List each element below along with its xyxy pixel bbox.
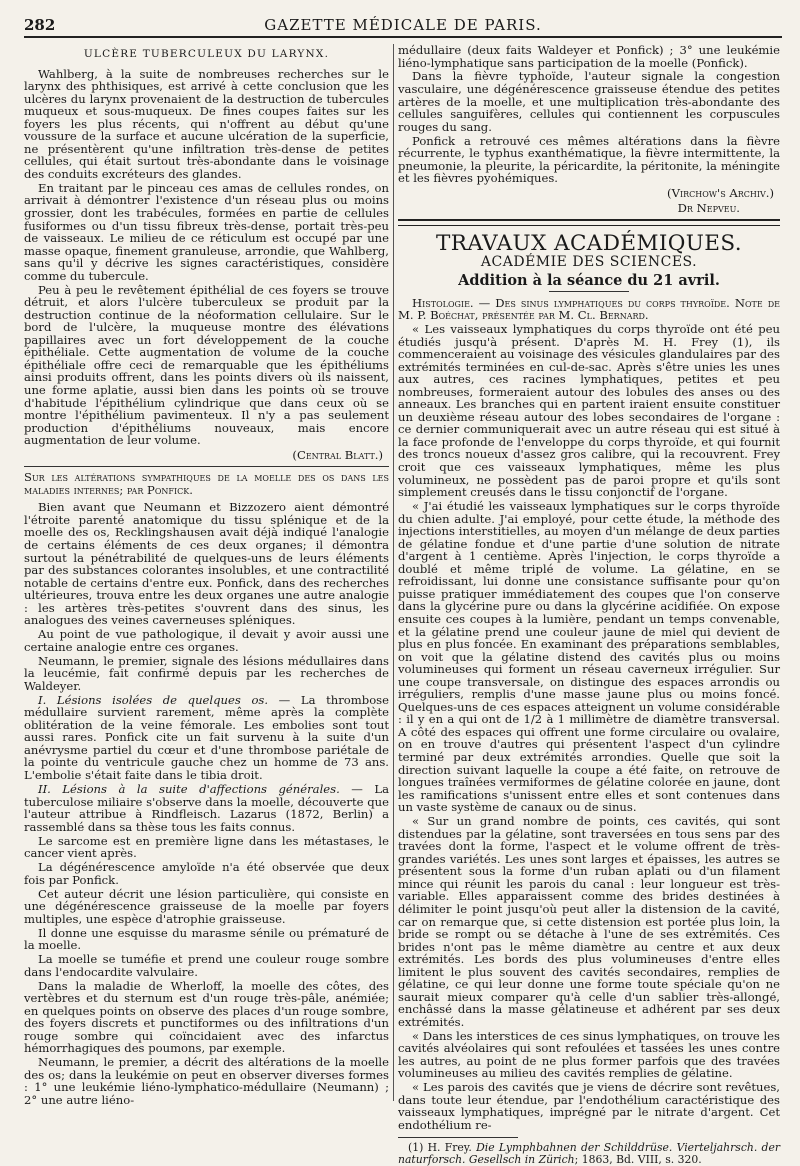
paragraph: La dégénérescence amyloïde n'a été observée que deux fois par Ponfick. bbox=[24, 860, 389, 887]
paragraph: « Les parois des cavités que je viens de décrire sont revêtues, dans toute leur étendue, par l'endothélium caractéristique des vaisseaux lymphatiques, imprégné par le nitrate d'argent. Cet endothélium re- bbox=[398, 1080, 780, 1133]
histologie-text: — Des sinus lymphatiques du corps thyroïde. Note de M. P. Boéchat, présentée par M. Cl. Bernard. bbox=[398, 295, 780, 323]
footnote-divider bbox=[398, 1137, 518, 1138]
footnote-title: Die Lymphbahnen der Schilddrüse. Vierteljahrsch. der naturforsch. Gesellsch in Zürich bbox=[398, 1140, 780, 1166]
paragraph: Wahlberg, à la suite de nombreuses recherches sur le larynx des phthisiques, est arrivé à cette conclusion que les ulcères du larynx provenaient de la destruction de tubercules muqueux et sous-muqueux. De fines coupes faites sur les foyers les plus récents, qui n'offrent au début qu'une voussure de la surface et aucune ulcération de la superficie, ne présentèrent qu'une infiltration très-dense de petites cellules, qui était surtout très-abondante dans le voisinage des conduits excréteurs des glandes. bbox=[24, 66, 389, 181]
histologie-label: Histologie. bbox=[412, 295, 474, 310]
section-title-ulcere: ULCÈRE TUBERCULEUX DU LARYNX. bbox=[83, 48, 330, 60]
author-signature: Dr Nepveu. bbox=[677, 201, 740, 216]
page-header bbox=[24, 14, 782, 38]
histologie-title bbox=[398, 297, 780, 322]
section-divider-thin bbox=[398, 225, 780, 226]
academie-heading: ACADÉMIE DES SCIENCES. bbox=[480, 254, 698, 271]
short-divider bbox=[549, 291, 629, 292]
paragraph: Dans la maladie de Wherloff, la moelle des côtes, des vertèbres et du sternum est d'un rouge très-pâle, anémiée; en quelques points on observe des places d'un rouge sombre, des foyers discrets et punctiformes ou des infiltrations d'un rouge sombre qui coïncidaient avec des infarctus hémorrhagiques des poumons, par exemple. bbox=[24, 978, 389, 1056]
running-title: GAZETTE MÉDICALE DE PARIS. bbox=[264, 16, 542, 34]
paragraph: Cet auteur décrit une lésion particulière, qui consiste en une dégénérescence graisseuse de la moelle par foyers multiples, une espèce d'atrophie graisseuse. bbox=[24, 886, 389, 926]
paragraph: En traitant par le pinceau ces amas de cellules rondes, on arrivait à démontrer l'existence d'un réseau plus ou moins grossier, dont les trabécules, formées en partie de cellules fusiformes ou d'un tissu fibreux très-dense, portait très-peu de vaisseaux. Le milieu de ce réticulum est occupé par une masse opaque, finement granuleuse, arrondie, que Wahlberg, sans qu'il y décrive les signes caractéristiques, considère comme du tubercule. bbox=[24, 180, 389, 283]
paragraph: « Sur un grand nombre de points, ces cavités, qui sont distendues par la gélatine, sont traversées en tous sens par des travées dont la forme, l'aspect et le volume offrent de très-grandes variétés. Les unes sont larges et épaisses, les autres se présentent sous la forme d'un ruban aplati ou d'un filament mince qui réunit les parois du canal : leur longueur est très-variable. Elles apparaissent comme des brides destinées à délimiter le point jusqu'où peut aller la distension de la cavité, car on remarque que, si cette distension est portée plus loin, la bride se rompt ou se détache à l'une de ses extrémités. Ces brides n'ont pas le même diamètre au centre et aux deux extrémités. Les bords des plus volumineuses d'entre elles limitent le plus souvent des cavités secondaires, remplies de gélatine, ce qui leur donne une forme toute spéciale qu'on ne saurait mieux comparer qu'à celle d'un sablier très-allongé, enchâssé dans la masse gélatineuse et adhérent par ses deux extrémités. bbox=[398, 814, 780, 1029]
paragraph: Au point de vue pathologique, il devait y avoir aussi une certaine analogie entre ces organes. bbox=[24, 627, 389, 654]
subheading: I. Lésions isolées de quelques os. bbox=[38, 692, 269, 707]
section-divider bbox=[24, 466, 389, 467]
paragraph-lesions-generales bbox=[24, 783, 389, 833]
travaux-heading: TRAVAUX ACADÉMIQUES. bbox=[435, 230, 743, 256]
paragraph: « Dans les interstices de ces sinus lymphatiques, on trouve les cavités alvéolaires qui sont refoulées et tassées les unes contre les autres, au point de ne plus former parfois que des travées volumineuses au milieu des cavités remplies de gélatine. bbox=[398, 1028, 780, 1081]
left-column bbox=[24, 44, 389, 1107]
paragraph: « J'ai étudié les vaisseaux lymphatiques sur le corps thyroïde du chien adulte. J'ai employé, pour cette étude, la méthode des injections interstitielles, au moyen d'un mélange de deux parties de gélatine fondue et d'une partie d'une solution de nitrate d'argent à 1 centième. Après l'injection, le corps thyroïde a doublé et même triplé de volume. La gélatine, en se refroidissant, lui donne une consistance suffisante pour qu'on puisse pratiquer immédiatement des coupes que l'on conserve dans la glycérine pure ou dans la glycérine acidifiée. On expose ensuite ces coupes à la lumière, pendant un temps convenable, et la gélatine prend une couleur jaune de miel qui devient de plus en plus foncée. En examinant des préparations semblables, on voit que la gélatine distend des cavités plus ou moins volumineuses qui forment un réseau caverneux irrégulier. Sur une coupe transversale, on distingue des espaces arrondis ou irréguliers, remplis d'une masse jaune plus ou moins foncé. Quelques-uns de ces espaces atteignent un volume considérable : il y en a qui ont de 1/2 à 1 millimètre de diamètre transversal. A côté des espaces qui offrent une forme circulaire ou ovalaire, on en trouve d'autres qui présentent l'aspect d'un cylindre terminé par deux extrémités arrondies. Quelle que soit la direction suivant laquelle la coupe a été faite, on retrouve de longues traînées vermiformes de gélatine colorée en jaune, dont les ramifications s'unissent entre elles et sont contenues dans un vaste système de canaux ou de sinus. bbox=[398, 499, 780, 815]
paragraph: Bien avant que Neumann et Bizzozero aient démontré l'étroite parenté anatomique du tissu splénique et de la moelle des os, Recklingshausen avait déjà indiqué l'analogie de certains éléments de ces deux organes; il démontra surtout la pénétrabilité de quelques-uns de leurs éléments par des substances colorantes insolubles, et une contractilité notable de certains d'entre eux. Ponfick, dans des recherches ultérieures, trouva entre les deux organes une autre analogie : les artères très-petites s'ouvrent dans des sinus, les analogues des veines caverneuses spléniques. bbox=[24, 500, 389, 628]
paragraph-text: — La tuberculose miliaire s'observe dans la moelle, découverte que l'auteur attribue à Rindfleisch. Lazarus (1872, Berlin) a rassemblé dans sa thèse tous les faits connus. bbox=[24, 781, 389, 834]
source-signature: (Central Blatt.) bbox=[292, 447, 383, 462]
page-number: 282 bbox=[24, 16, 56, 34]
paragraph: Dans la fièvre typhoïde, l'auteur signale la congestion vasculaire, une dégénérescence graisseuse étendue des petites artères de la moelle, et une multiplication très-abondante des cellules sanguifères, cellules qui contiennent les corpuscules rouges du sang. bbox=[398, 69, 780, 134]
paragraph: Il donne une esquisse du marasme sénile ou prématuré de la moelle. bbox=[24, 925, 389, 953]
paragraph: Neumann, le premier, a décrit des altérations de la moelle des os; dans la leukémie on peut en observer diverses formes : 1° une leukémie liéno-lymphatico-médullaire (Neumann) ; 2° une autre liéno- bbox=[24, 1055, 389, 1107]
paragraph: médullaire (deux faits Waldeyer et Ponfick) ; 3° une leukémie liéno-lymphatique sans participation de la moelle (Ponfick). bbox=[398, 43, 780, 70]
paragraph: Le sarcome est en première ligne dans les métastases, le cancer vient après. bbox=[24, 833, 389, 861]
paragraph: « Les vaisseaux lymphatiques du corps thyroïde ont été peu étudiés jusqu'à présent. D'après M. H. Frey (1), ils commenceraient au voisinage des vésicules glandulaires par des extrémités terminées en cul-de-sac. Après s'être unies les unes aux autres, ces racines lymphatiques, petites et peu nombreuses, formeraient autour des lobules des anses ou des anneaux. Les branches qui en partent iraient ensuite constituer un deuxième réseau autour des lobes secondaires de l'organe : ce dernier communiquerait avec un autre réseau qui est situé à la face profonde de l'enveloppe du corps thyroïde, et qui fournit des troncs noueux d'assez gros calibre, qui la recouvrent. Frey croit que ces vaisseaux lymphatiques, même les plus volumineux, ne possèdent pas de paroi propre et qu'ils sont simplement creusés dans le tissu conjonctif de l'organe. bbox=[398, 322, 780, 500]
column-divider bbox=[393, 44, 394, 1101]
footnote bbox=[398, 1142, 780, 1166]
paragraph-lesions-isolees bbox=[24, 694, 389, 782]
paragraph: Ponfick a retrouvé ces mêmes altérations dans la fièvre récurrente, le typhus exanthématique, la fièvre intermittente, la pneumonie, la pleurite, la péricardite, la péritonite, la méningite et les fièvres pyohémiques. bbox=[398, 133, 780, 186]
footnote-prefix: (1) H. Frey. bbox=[408, 1140, 477, 1154]
paragraph: Peu à peu le revêtement épithélial de ces foyers se trouve détruit, et alors l'ulcère tuberculeux se produit par la destruction continue de la néoformation cellulaire. Sur le bord de l'ulcère, la muqueuse montre des élévations papillaires avec un fort développement de la couche épithéliale. Cette augmentation de volume de la couche épithéliale offre ceci de remarquable que les épithéliums ainsi produits offrent, dans les points divers où ils naissent, une forme aplatie, aussi bien dans les points où se trouve d'habitude l'épithélium cylindrique que dans ceux où se montre l'épithélium pavimenteux. Il n'y a pas seulement production d'épithéliums nouveaux, mais encore augmentation de leur volume. bbox=[24, 282, 389, 448]
source-signature: (Virchow's Archiv.) bbox=[667, 185, 774, 200]
section-title-moelle: Sur les altérations sympathiques de la moelle des os dans les maladies internes; par Ponfick. bbox=[24, 470, 389, 497]
paragraph: Neumann, le premier, signale des lésions médullaires dans la leucémie, fait confirmé depuis par les recherches de Waldeyer. bbox=[24, 653, 389, 693]
paragraph-text: — La thrombose médullaire survient rarement, même après la complète oblitération de la veine fémorale. Les embolies sont tout aussi rares. Ponfick cite un fait survenu à la suite d'un anévrysme partiel du cœur et d'une thrombose pariétale de la pointe du ventricule gauche chez un homme de 73 ans. L'embolie s'était faite dans le tibia droit. bbox=[24, 692, 389, 783]
footnote-suffix: ; 1863, Bd. VIII, s. 320. bbox=[574, 1152, 702, 1166]
right-column bbox=[398, 43, 780, 1166]
paragraph: La moelle se tuméfie et prend une couleur rouge sombre dans l'endocardite valvulaire. bbox=[24, 952, 389, 979]
section-divider bbox=[398, 219, 780, 221]
subheading: II. Lésions à la suite d'affections générales. bbox=[38, 781, 340, 796]
addition-heading: Addition à la séance du 21 avril. bbox=[458, 271, 720, 289]
